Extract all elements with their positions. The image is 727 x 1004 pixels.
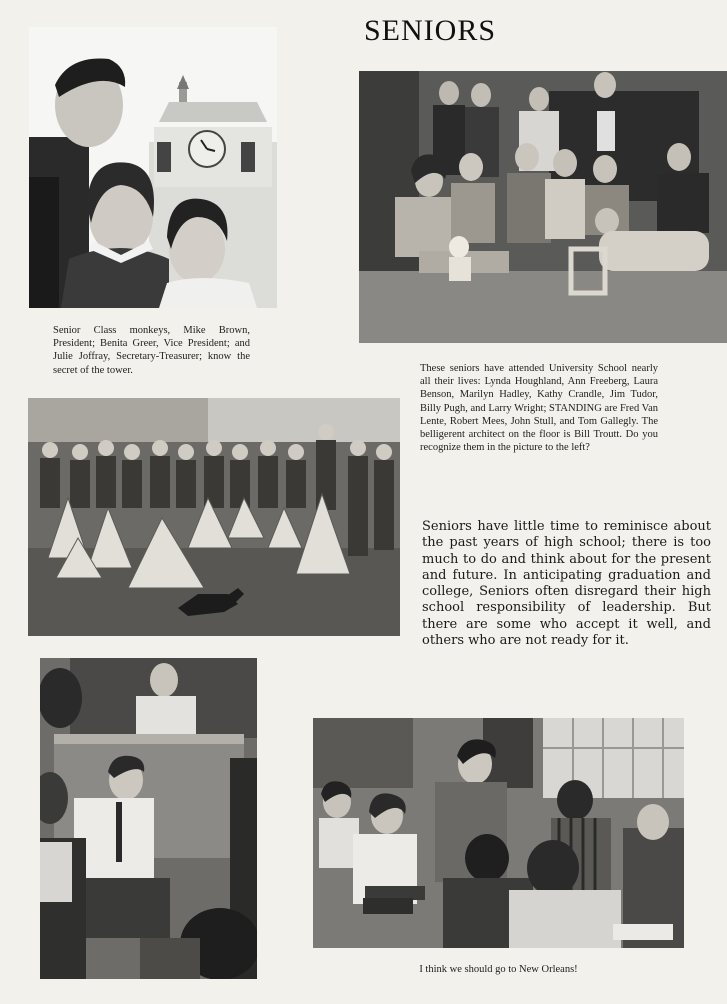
classroom-image <box>313 718 684 948</box>
seated-group-image <box>359 71 727 343</box>
officers-tower-image <box>29 27 277 308</box>
teacher-desk-image <box>40 658 257 979</box>
photo-officers-tower <box>29 27 277 308</box>
page-title: SENIORS <box>363 14 497 47</box>
caption-officers: Senior Class monkeys, Mike Brown, President; Benita Greer, Vice President; and Julie Joffray, Secretary-Treasurer; know the secret of the tower. <box>53 325 250 376</box>
photo-seated-group <box>359 71 727 343</box>
photo-teepees <box>28 398 400 636</box>
body-text-seniors: Seniors have little time to reminisce about the past years of high school; there is too much to do and think about for the present and future. In anticipating graduation and college, Seniors often disregard their high school responsibility of leadership. But there are some who accept it well, and others who are not ready for it. <box>422 519 711 649</box>
caption-university-school: These seniors have attended University School nearly all their lives: Lynda Houghland, Ann Freeberg, Laura Benson, Marilyn Hadley, Kathy Crandle, Jim Tudor, Billy Pugh, and Larry Wright; STANDING are Fred Van Lente, Robert Mees, John Stull, and Tom Gallegly. The belligerent architect on the floor is Bill Troutt. Do you recognize them in the picture to the left? <box>420 363 658 454</box>
caption-new-orleans: I think we should go to New Orleans! <box>419 964 578 975</box>
photo-classroom <box>313 718 684 948</box>
photo-teacher-desk <box>40 658 257 979</box>
teepees-image <box>28 398 400 636</box>
